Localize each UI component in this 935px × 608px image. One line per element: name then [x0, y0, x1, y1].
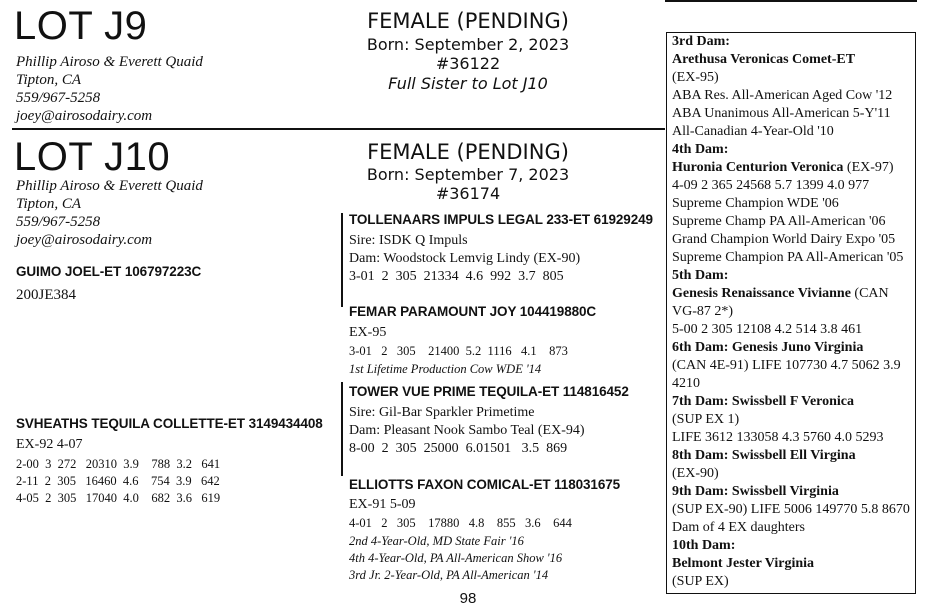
dam-score: EX-92 4-07: [16, 437, 83, 452]
third-dam-label: 3rd Dam:: [672, 34, 730, 49]
seventh-dam-line: LIFE 3612 133058 4.3 5760 4.0 5293: [672, 430, 884, 445]
dam-dam-honor: 2nd 4-Year-Old, MD State Fair '16: [349, 534, 524, 548]
sixth-dam-line: (CAN 4E-91) LIFE 107730 4.7 5062 3.9: [672, 358, 901, 373]
ninth-dam-line: Dam of 4 EX daughters: [672, 520, 805, 535]
owner-location: Tipton, CA: [16, 196, 82, 212]
owner-email: joey@airosodairy.com: [16, 232, 153, 248]
dam-dam-name: ELLIOTTS FAXON COMICAL-ET 118031675: [349, 477, 621, 492]
sire-sire-sire: Sire: ISDK Q Impuls: [349, 233, 468, 248]
lot-j10-number: LOT J10: [14, 135, 171, 179]
sire-sire-record: 3-01 2 305 21334 4.6 992 3.7 805: [349, 269, 564, 284]
dam-sire-sire: Sire: Gil-Bar Sparkler Primetime: [349, 405, 535, 420]
owner-location: Tipton, CA: [16, 72, 82, 88]
lot-j10-registration: #36174: [435, 184, 501, 203]
sire-code: 200JE384: [16, 287, 76, 303]
fourth-dam-line: Supreme Champ PA All-American '06: [672, 214, 886, 229]
fifth-dam-name-line: [672, 285, 915, 303]
dam-lineage-box: [666, 32, 916, 594]
lot-j9-note: Full Sister to Lot J10: [388, 74, 548, 93]
ninth-dam-line: (SUP EX-90) LIFE 5006 149770 5.8 8670: [672, 502, 910, 517]
third-dam-line: All-Canadian 4-Year-Old '10: [672, 124, 834, 139]
lot-j10-owner: [16, 177, 203, 249]
owner-email: joey@airosodairy.com: [16, 108, 153, 124]
pedigree-bracket-sire: [341, 213, 343, 307]
third-dam-line: ABA Res. All-American Aged Cow '12: [672, 88, 893, 103]
sire-name: GUIMO JOEL-ET 106797223C: [16, 264, 202, 279]
sixth-dam-label: 6th Dam: Genesis Juno Virginia: [672, 340, 864, 355]
fourth-dam-name: Huronia Centurion Veronica: [672, 160, 844, 175]
lot-j9-registration: #36122: [435, 54, 501, 73]
lot-j9-owner: [16, 53, 203, 125]
page-number: 98: [459, 590, 477, 607]
fourth-dam-score: (EX-97): [843, 160, 894, 175]
dam-record-line: 2-11 2 305 16460 4.6 754 3.9 642: [16, 474, 220, 488]
owner-name: Phillip Airoso & Everett Quaid: [16, 178, 203, 194]
dam-dam-score: EX-91 5-09: [349, 497, 416, 512]
dam-sire-name: TOWER VUE PRIME TEQUILA-ET 114816452: [349, 384, 629, 399]
fourth-dam-line: Supreme Champion WDE '06: [672, 196, 839, 211]
dam-dam-honor: 3rd Jr. 2-Year-Old, PA All-American '14: [349, 568, 549, 582]
dam-sire-record: 8-00 2 305 25000 6.01501 3.5 869: [349, 441, 568, 456]
eighth-dam-label: 8th Dam: Swissbell Ell Virgina: [672, 448, 856, 463]
fifth-dam-score: (CAN: [850, 286, 889, 301]
fourth-dam-line: 4-09 2 365 24568 5.7 1399 4.0 977: [672, 178, 870, 193]
third-dam-name: Arethusa Veronicas Comet-ET: [672, 52, 856, 67]
lot-j9-number: LOT J9: [14, 4, 148, 48]
tenth-dam-label: 10th Dam:: [672, 538, 736, 553]
dam-record-line: 2-00 3 272 20310 3.9 788 3.2 641: [16, 457, 221, 471]
sire-dam-name: FEMAR PARAMOUNT JOY 104419880C: [349, 304, 597, 319]
pedigree-bracket-dam: [341, 382, 343, 476]
fifth-dam-name: Genesis Renaissance Vivianne: [672, 286, 851, 301]
sire-sire-details: [349, 232, 580, 286]
dam-dam-honor: 4th 4-Year-Old, PA All-American Show '16: [349, 551, 563, 565]
dam-records: [16, 456, 220, 507]
fifth-dam-line: VG-87 2*): [672, 304, 734, 319]
dam-dam-honors: [349, 533, 562, 584]
sire-sire-dam: Dam: Woodstock Lemvig Lindy (EX-90): [349, 251, 581, 266]
fourth-dam-line: Grand Champion World Dairy Expo '05: [672, 232, 896, 247]
lot-j10-born: Born: September 7, 2023: [366, 165, 570, 184]
tenth-dam-line: (SUP EX): [672, 574, 729, 589]
sire-dam-honor: 1st Lifetime Production Cow WDE '14: [349, 362, 542, 376]
ninth-dam-label: 9th Dam: Swissbell Virginia: [672, 484, 839, 499]
fourth-dam-line: Supreme Champion PA All-American '05: [672, 250, 904, 265]
eighth-dam-line: (EX-90): [672, 466, 719, 481]
owner-phone: 559/967-5258: [16, 214, 101, 230]
dam-dam-record: 4-01 2 305 17880 4.8 855 3.6 644: [349, 516, 572, 530]
owner-phone: 559/967-5258: [16, 90, 101, 106]
lot-j9-sex: FEMALE (PENDING): [367, 9, 569, 33]
fifth-dam-line: 5-00 2 305 12108 4.2 514 3.8 461: [672, 322, 863, 337]
fourth-dam-label: 4th Dam:: [672, 142, 729, 157]
dam-record-line: 4-05 2 305 17040 4.0 682 3.6 619: [16, 491, 221, 505]
top-rule: [665, 0, 917, 2]
sire-dam-record: 3-01 2 305 21400 5.2 1116 4.1 873: [349, 344, 568, 358]
dam-name: SVHEATHS TEQUILA COLLETTE-ET 3149434408: [16, 416, 323, 431]
dam-sire-dam: Dam: Pleasant Nook Sambo Teal (EX-94): [349, 423, 585, 438]
third-dam-line: ABA Unanimous All-American 5-Y'11: [672, 106, 891, 121]
tenth-dam-name: Belmont Jester Virginia: [672, 556, 815, 571]
sire-sire-name: TOLLENAARS IMPULS LEGAL 233-ET 61929249: [349, 212, 653, 227]
sire-dam-score: EX-95: [349, 325, 387, 340]
dam-sire-details: [349, 404, 585, 458]
lot-divider: [12, 128, 665, 130]
seventh-dam-label: 7th Dam: Swissbell F Veronica: [672, 394, 855, 409]
sixth-dam-line: 4210: [672, 376, 700, 391]
third-dam-line: (EX-95): [672, 70, 719, 85]
fifth-dam-label: 5th Dam:: [672, 268, 729, 283]
fourth-dam-name-line: [672, 159, 915, 177]
seventh-dam-line: (SUP EX 1): [672, 412, 740, 427]
lot-j10-sex: FEMALE (PENDING): [367, 140, 569, 164]
owner-name: Phillip Airoso & Everett Quaid: [16, 54, 203, 70]
lot-j9-born: Born: September 2, 2023: [366, 35, 570, 54]
